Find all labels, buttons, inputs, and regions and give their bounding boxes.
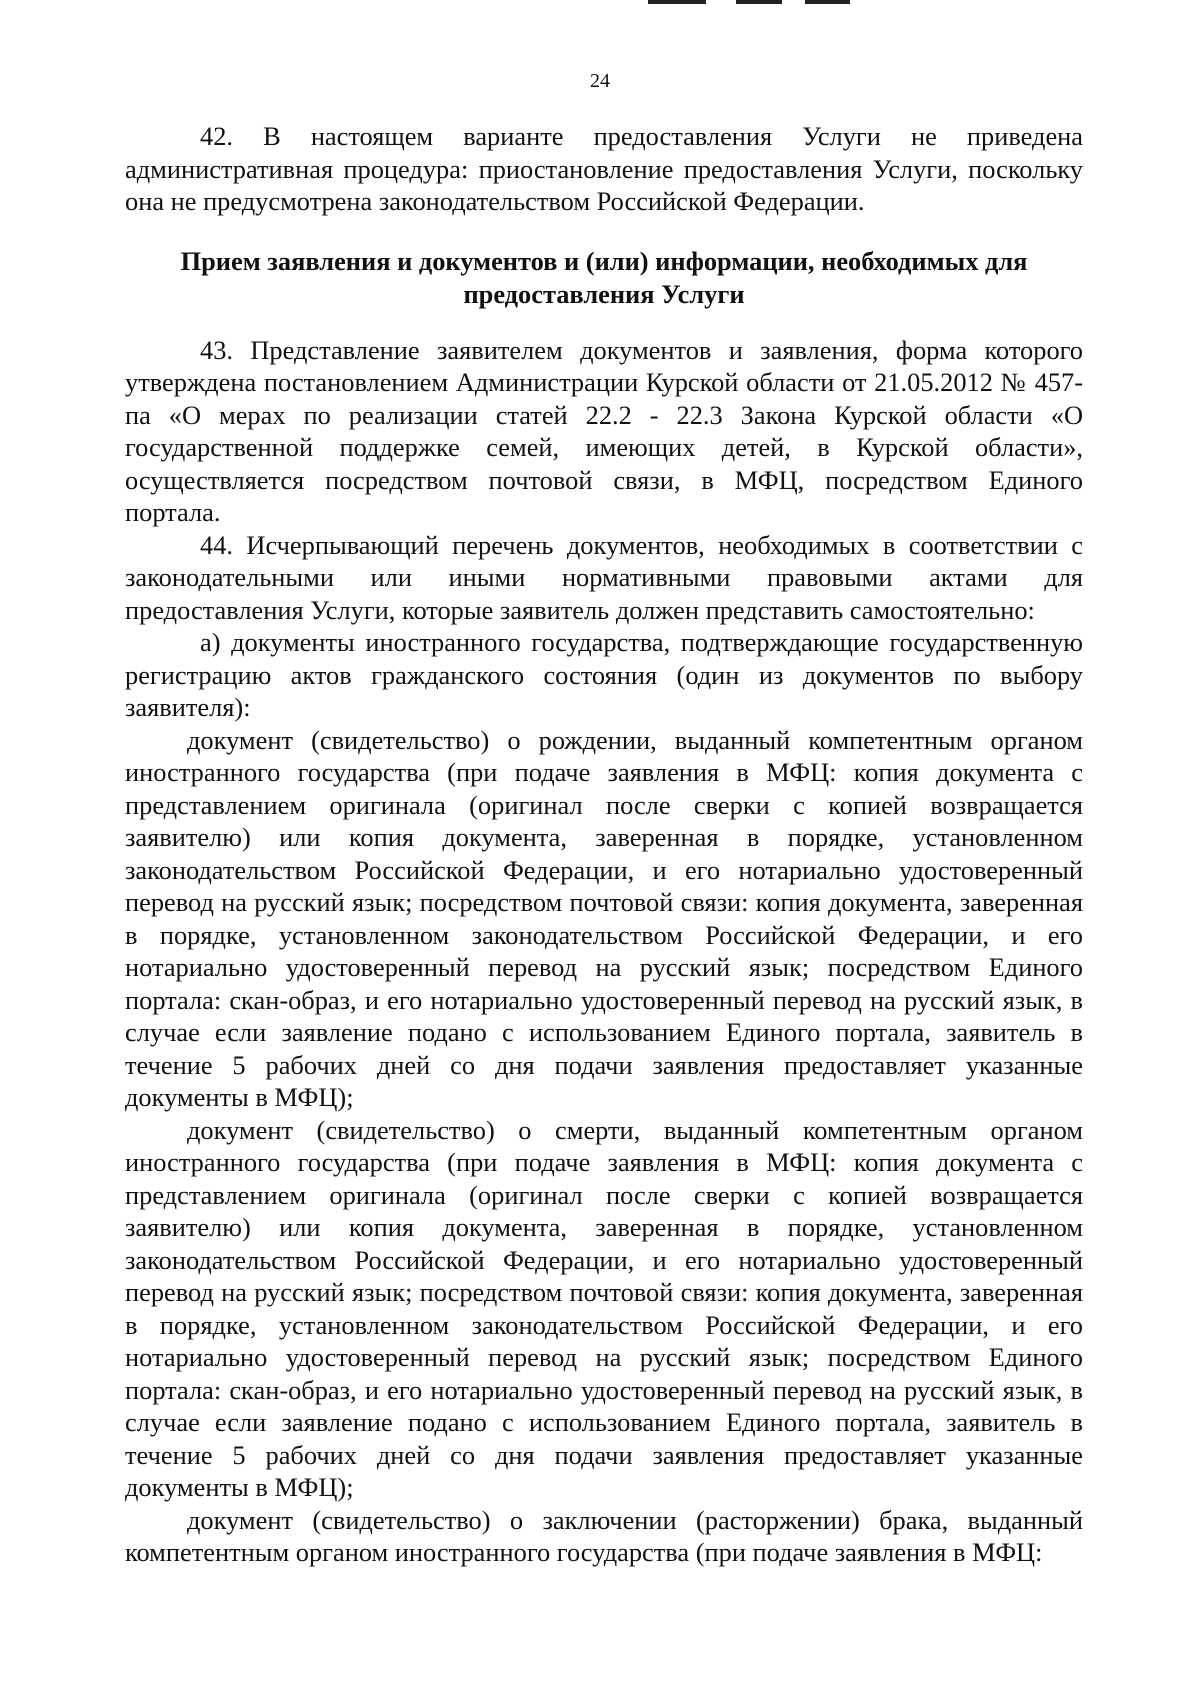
scan-edge-mark (805, 0, 850, 4)
page-number: 24 (590, 70, 610, 92)
scan-edge-mark (648, 0, 706, 4)
paragraph-42: 42. В настоящем варианте предоставления Услуги не приведена административная процедура: приостановление предоставления Услуги, поскольку она не предусмотрена законодательством Российской Федерации. (125, 121, 1083, 216)
scan-edge-mark (736, 0, 782, 4)
paragraph-death-certificate: документ (свидетельство) о смерти, выданный компетентным органом иностранного государства (при подаче заявления в МФЦ: копия документа с представлением оригинала (оригинал после сверки с копией возвращается заявителю) или копия документа, заверенная в порядке, установленном законодательством Российской Федерации, и его нотариально удостоверенный перевод на русский язык; посредством почтовой связи: копия документа, заверенная в порядке, установленном законодательством Российской Федерации, и его нотариально удостоверенный перевод на русский язык; посредством Единого портала: скан-образ, и его нотариально удостоверенный перевод на русский язык, в случае если заявление подано с использованием Единого портала, заявитель в течение 5 рабочих дней со дня подачи заявления предоставляет указанные документы в МФЦ); (125, 1114, 1083, 1502)
document-body (125, 120, 1083, 1569)
list-item-a: а) документы иностранного государства, подтверждающие государственную регистрацию актов гражданского состояния (один из документов по выбору заявителя): (125, 627, 1083, 722)
paragraph-44: 44. Исчерпывающий перечень документов, необходимых в соответствии с законодательными или иными нормативными правовыми актами для предоставления Услуги, которые заявитель должен представить самостоятельно: (125, 529, 1083, 625)
section-heading: Прием заявления и документов и (или) информации, необходимых для предоставления Услуги (180, 245, 1028, 309)
paragraph-marriage-certificate: документ (свидетельство) о заключении (расторжении) брака, выданный компетентным органом иностранного государства (при подаче заявления в МФЦ: (125, 1504, 1083, 1567)
paragraph-birth-certificate: документ (свидетельство) о рождении, выданный компетентным органом иностранного государства (при подаче заявления в МФЦ: копия документа с представлением оригинала (оригинал после сверки с копией возвращается заявителю) или копия документа, заверенная в порядке, установленном законодательством Российской Федерации, и его нотариально удостоверенный перевод на русский язык; посредством почтовой связи: копия документа, заверенная в порядке, установленном законодательством Российской Федерации, и его нотариально удостоверенный перевод на русский язык; посредством Единого портала: скан-образ, и его нотариально удостоверенный перевод на русский язык, в случае если заявление подано с использованием Единого портала, заявитель в течение 5 рабочих дней со дня подачи заявления предоставляет указанные документы в МФЦ); (125, 724, 1083, 1112)
paragraph-43: 43. Представление заявителем документов и заявления, форма которого утверждена постановлением Администрации Курской области от 21.05.2012 № 457-па «О мерах по реализации статей 22.2 - 22.3 Закона Курской области «О государственной поддержке семей, имеющих детей, в Курской области», осуществляется посредством почтовой связи, в МФЦ, посредством Единого портала. (125, 334, 1083, 527)
